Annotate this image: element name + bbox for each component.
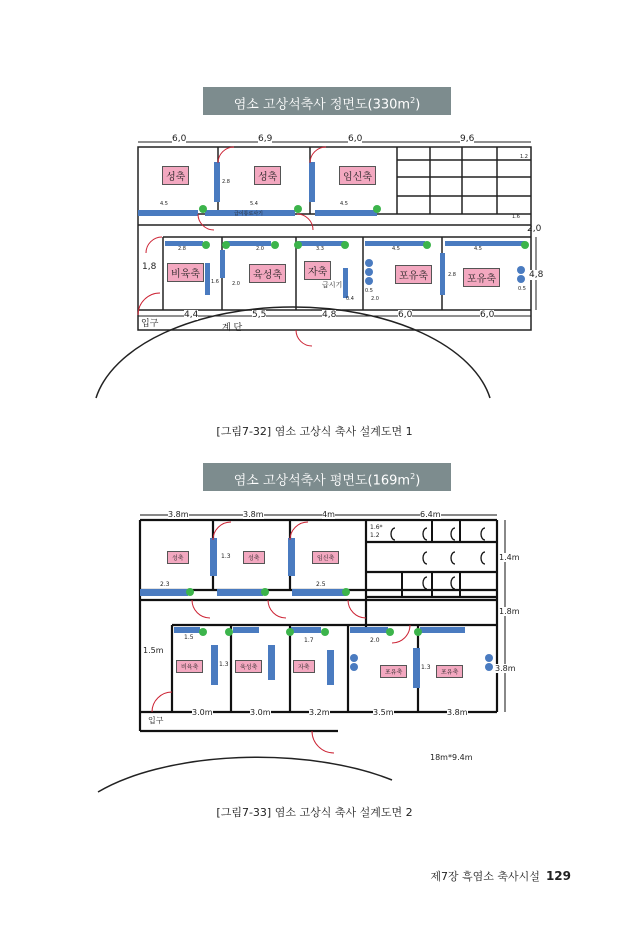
small-dim: 4.5 <box>160 201 168 207</box>
room-label: 육성축 <box>249 264 286 283</box>
room-label: 포유축 <box>380 665 407 678</box>
dim-label: 3.8m <box>447 708 468 717</box>
room-label: 포유축 <box>395 265 432 284</box>
dim-label: 4,8 <box>322 310 337 320</box>
dim-label: 6.4m <box>420 510 441 519</box>
small-dim: 2.0 <box>232 281 240 287</box>
room-label: 성축 <box>167 551 189 564</box>
left-dim: 1.5m <box>143 646 164 655</box>
room-label: 비육축 <box>176 660 203 673</box>
small-dim: 2.8 <box>448 272 456 278</box>
side-dim: 1.4m <box>499 553 520 562</box>
page-footer <box>430 868 571 884</box>
small-dim: 1.2 <box>520 154 528 160</box>
room-label: 포유축 <box>463 268 500 287</box>
small-dim: 2.8 <box>222 179 230 185</box>
figure2-title: 염소 고상석축사 평면도$(169m^2)$ <box>203 463 451 491</box>
small-dim: 0.4 <box>346 296 354 302</box>
small-dim: 2.5 <box>316 581 326 588</box>
room-label: 포유축 <box>436 665 463 678</box>
small-dim: 2.0 <box>370 637 380 644</box>
entrance-label: 입구 <box>148 716 164 725</box>
stairs-label: 계 단 <box>222 323 243 333</box>
small-dim: 1.3 <box>219 661 229 668</box>
small-dim: 2.0 <box>371 296 379 302</box>
small-dim: 1.5 <box>184 634 194 641</box>
small-dim: 0.5 <box>365 288 373 294</box>
small-dim: 2.3 <box>160 581 170 588</box>
dim-label: 3.5m <box>373 708 394 717</box>
entrance-label: 입구 <box>141 319 159 329</box>
room-label: 육성축 <box>235 660 262 673</box>
small-dim: 0.5 <box>518 286 526 292</box>
side-dim: 3.8m <box>495 664 516 673</box>
room-label: 임신축 <box>339 166 376 185</box>
side-dim: 2,0 <box>527 224 542 234</box>
dim-label: 6,9 <box>258 134 273 144</box>
small-dim: 1.7 <box>304 637 314 644</box>
dim-label: 5,5 <box>252 310 267 320</box>
corridor-label: 급이통로사기 <box>234 211 263 217</box>
feeder-label: 급시기 <box>322 281 343 289</box>
room-label: 성축 <box>162 166 189 185</box>
room-label: 성축 <box>243 551 265 564</box>
small-dim: 5.4 <box>250 201 258 207</box>
room-label: 임신축 <box>312 551 339 564</box>
page-number: 129 <box>545 869 571 883</box>
room-label: 비육축 <box>167 263 204 282</box>
dim-label: 6,0 <box>172 134 187 144</box>
room-label: 자축 <box>293 660 315 673</box>
side-dim: 1.8m <box>499 607 520 616</box>
dim-label: 4m <box>322 510 335 519</box>
size-note: 18m*9.4m <box>430 753 473 762</box>
small-dim: 1.3 <box>221 553 231 560</box>
small-dim: 4.5 <box>392 246 400 252</box>
small-dim: 1.6 <box>512 214 520 220</box>
dim-label: 3.0m <box>192 708 213 717</box>
dim-label: 3.8m <box>243 510 264 519</box>
side-dim: 1,8 <box>142 262 157 272</box>
dim-label: 3.8m <box>168 510 189 519</box>
small-dim: 1.6* <box>370 524 383 531</box>
small-dim: 4.5 <box>340 201 348 207</box>
dim-label: 4,4 <box>184 310 199 320</box>
dim-label: 6,0 <box>480 310 495 320</box>
figure2-caption: [그림7-33] 염소 고상식 축사 설계도면 2 <box>216 806 413 819</box>
figure1-title: 염소 고상석축사 정면도$(330m^2)$ <box>203 87 451 115</box>
dim-label: 3.0m <box>250 708 271 717</box>
small-dim: 2.8 <box>178 246 186 252</box>
figure1-caption: [그림7-32] 염소 고상식 축사 설계도면 1 <box>216 425 413 438</box>
small-dim: 1.6 <box>211 279 219 285</box>
small-dim: 1.3 <box>421 664 431 671</box>
small-dim: 2.0 <box>256 246 264 252</box>
dim-label: 6,0 <box>348 134 363 144</box>
room-label: 자축 <box>304 261 331 280</box>
dim-label: 3.2m <box>309 708 330 717</box>
small-dim: 4.5 <box>474 246 482 252</box>
small-dim: 3.3 <box>316 246 324 252</box>
chapter-title: 제7장 흑염소 축사시설 <box>430 870 540 883</box>
dim-label: 9,6 <box>460 134 475 144</box>
room-label: 성축 <box>254 166 281 185</box>
small-dim: 1.2 <box>370 532 380 539</box>
side-dim: 4,8 <box>529 270 544 280</box>
dim-label: 6,0 <box>398 310 413 320</box>
